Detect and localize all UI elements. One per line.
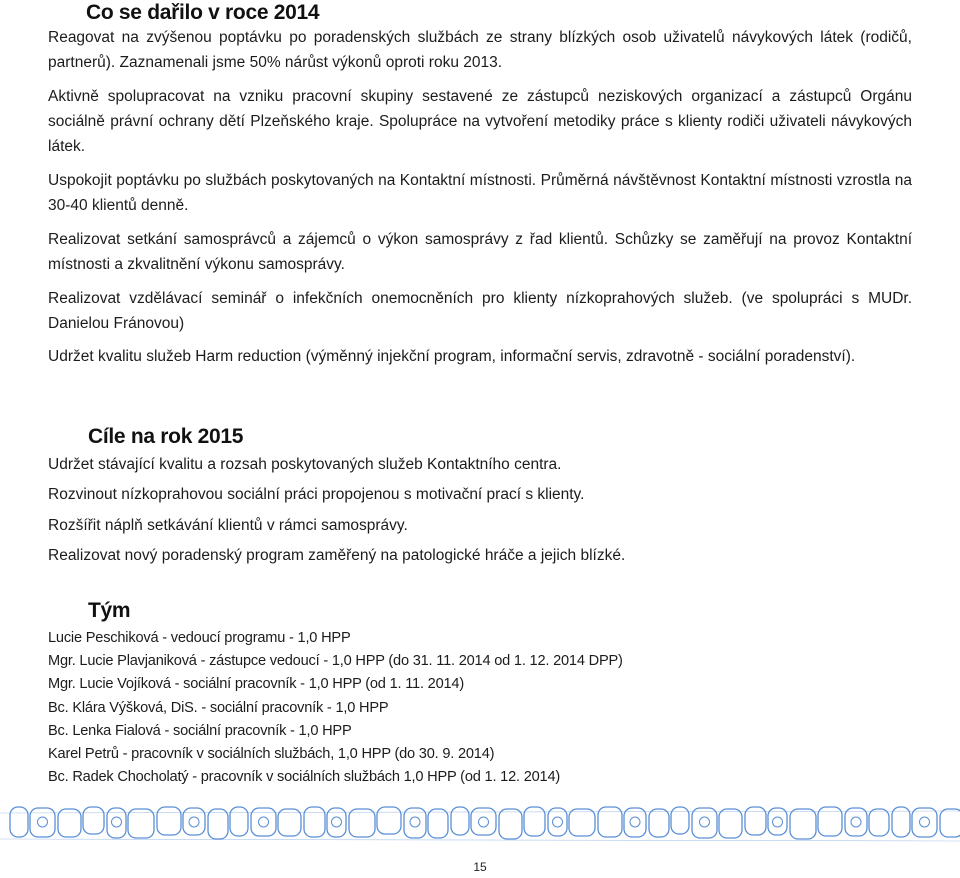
decor-circle xyxy=(773,817,783,827)
paragraph-2014-6: Udržet kvalitu služeb Harm reduction (výměnný injekční program, informační servis, zdravotně - sociální poradenství). xyxy=(48,348,856,365)
decor-loop xyxy=(10,807,28,837)
decor-loop xyxy=(183,808,205,835)
paragraph-2014-5: Realizovat vzdělávací seminář o infekčních onemocněních pro klienty nízkoprahových služeb. (ve spolupráci s MUDr. Danielou Fránovou) xyxy=(48,290,912,332)
decor-circle xyxy=(410,817,420,827)
paragraph-2014-4: Realizovat setkání samosprávců a zájemců o výkon samosprávy z řad klientů. Schůzky se zaměřují na provoz Kontaktní místnosti a zkvalitnění výkonu samosprávy. xyxy=(48,231,912,273)
decor-loop xyxy=(157,807,181,835)
page-number: 15 xyxy=(473,860,487,874)
decor-loop xyxy=(524,807,545,836)
decor-loop xyxy=(719,809,742,838)
decor-loop xyxy=(208,809,228,839)
goal-item-1: Udržet stávající kvalitu a rozsah poskytovaných služeb Kontaktního centra. xyxy=(48,456,562,473)
decor-loop xyxy=(404,808,426,838)
section-title-2014: Co se dařilo v roce 2014 xyxy=(86,1,320,24)
decor-loop xyxy=(428,809,448,838)
decor-loop xyxy=(790,809,816,839)
decor-circle xyxy=(112,817,122,827)
decor-loop xyxy=(548,808,567,836)
decor-circle xyxy=(479,817,489,827)
decor-circle xyxy=(332,817,342,827)
decor-loop xyxy=(869,809,889,836)
decor-loop xyxy=(912,808,937,837)
decor-loop xyxy=(58,809,81,837)
decor-loop xyxy=(349,809,375,837)
decor-circle xyxy=(38,817,48,827)
decor-circle xyxy=(851,817,861,827)
goal-item-4: Realizovat nový poradenský program zaměřený na patologické hráče a jejich blízké. xyxy=(48,547,626,564)
decor-loop xyxy=(845,808,867,836)
team-member: Mgr. Lucie Vojíková - sociální pracovník - 1,0 HPP (od 1. 11. 2014) xyxy=(48,676,464,693)
decor-loop xyxy=(30,808,55,837)
team-member: Karel Petrů - pracovník v sociálních službách, 1,0 HPP (do 30. 9. 2014) xyxy=(48,746,495,763)
decor-loop xyxy=(128,809,154,838)
decor-line xyxy=(0,811,960,813)
decor-circle xyxy=(259,817,269,827)
decor-loop xyxy=(83,807,104,834)
goal-item-3: Rozšířit náplň setkávání klientů v rámci samosprávy. xyxy=(48,517,408,534)
decor-loop xyxy=(304,807,325,837)
decor-circle xyxy=(700,817,710,827)
decor-loop xyxy=(377,807,401,834)
decorative-syringe-border xyxy=(0,795,960,851)
decor-loop xyxy=(230,807,248,836)
decor-circle xyxy=(553,817,563,827)
team-member: Mgr. Lucie Plavjaniková - zástupce vedoucí - 1,0 HPP (do 31. 11. 2014 od 1. 12. 2014 DPP) xyxy=(48,653,623,670)
paragraph-2014-1: Reagovat na zvýšenou poptávku po poradenských službách ze strany blízkých osob uživatelů návykových látek (rodičů, partnerů). Zaznamenali jsme 50% nárůst výkonů oproti roku 2013. xyxy=(48,29,912,71)
team-list xyxy=(48,627,623,789)
decor-loop xyxy=(649,809,669,837)
paragraph-2014-3: Uspokojit poptávku po službách poskytovaných na Kontaktní místnosti. Průměrná návštěvnost Kontaktní místnosti vzrostla na 30-40 klientů denně. xyxy=(48,172,912,214)
decor-loop xyxy=(940,809,960,837)
paragraph-2014-2: Aktivně spolupracovat na vzniku pracovní skupiny sestavené ze zástupců neziskových organizací a zástupců Orgánu sociálně právní ochrany dětí Plzeňského kraje. Spolupráce na vytvoření metodiky práce s klienty rodiči uživateli návykových látek. xyxy=(48,88,912,155)
section-title-team: Tým xyxy=(88,599,131,622)
team-member: Bc. Klára Výšková, DiS. - sociální pracovník - 1,0 HPP xyxy=(48,699,389,716)
decor-loop xyxy=(569,809,595,836)
decor-loop xyxy=(892,807,910,837)
decor-circle xyxy=(630,817,640,827)
decor-circle xyxy=(920,817,930,827)
decor-circle xyxy=(189,817,199,827)
decor-loop xyxy=(278,809,301,836)
decor-line xyxy=(0,839,960,841)
goal-item-2: Rozvinout nízkoprahovou sociální práci propojenou s motivační prací s klienty. xyxy=(48,486,585,503)
decor-loop xyxy=(499,809,522,839)
decor-loop xyxy=(768,808,787,835)
team-member: Lucie Peschiková - vedoucí programu - 1,0 HPP xyxy=(48,630,351,646)
section-title-2015: Cíle na rok 2015 xyxy=(88,425,244,448)
decor-loop xyxy=(692,808,717,838)
team-member: Bc. Radek Chocholatý - pracovník v sociálních službách 1,0 HPP (od 1. 12. 2014) xyxy=(48,769,561,786)
decor-loop xyxy=(624,808,646,837)
decor-loop xyxy=(671,807,689,834)
team-member: Bc. Lenka Fialová - sociální pracovník - 1,0 HPP xyxy=(48,722,352,739)
decor-loop xyxy=(451,807,469,835)
